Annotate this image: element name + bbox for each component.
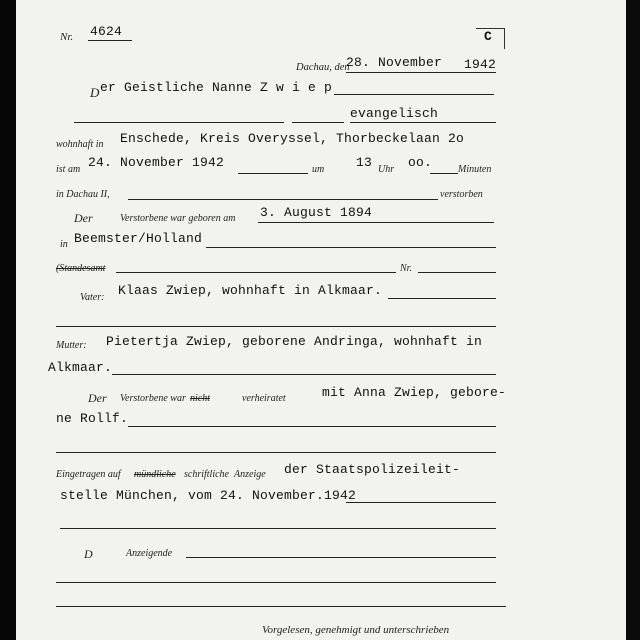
- entered-label: Eingetragen auf: [56, 469, 121, 480]
- father-line-2: [56, 326, 496, 327]
- standesamt-label: (Standesamt: [56, 263, 106, 274]
- minuten-label: Minuten: [458, 164, 492, 175]
- death-date-line: [238, 173, 308, 174]
- deceased-title-name: er Geistliche Nanne Z w i e p: [100, 80, 333, 95]
- spouse-line: [128, 426, 496, 427]
- spouse-prefix: Der: [88, 391, 107, 405]
- informant-line: [186, 557, 496, 558]
- entered-authority: der Staatspolizeileit-: [284, 462, 461, 477]
- record-year: 1942: [464, 57, 497, 72]
- residence: Enschede, Kreis Overyssel, Thorbeckelaan 2o: [120, 131, 465, 146]
- mother-line: [112, 374, 496, 375]
- residence-label: wohnhaft in: [56, 139, 104, 150]
- standesamt-nr-line: [418, 272, 496, 273]
- spouse-label: Verstorbene war: [120, 393, 186, 404]
- entered-line: [346, 502, 496, 503]
- died-on-label: ist am: [56, 164, 81, 175]
- nr-label: Nr.: [60, 31, 74, 43]
- informant-line-3: [56, 606, 506, 607]
- line6-prefix: Der: [74, 211, 93, 225]
- birth-place: Beemster/Holland: [74, 231, 203, 246]
- death-minutes: oo.: [408, 155, 433, 170]
- mother: Pietertja Zwiep, geborene Andringa, wohnhaft in: [106, 334, 483, 349]
- record-date: 28. November: [346, 55, 443, 70]
- spouse: mit Anna Zwiep, gebore-: [322, 385, 507, 400]
- entered-struck: mündliche: [134, 469, 176, 480]
- father: Klaas Zwiep, wohnhaft in Alkmaar.: [118, 283, 383, 298]
- religion: evangelisch: [350, 106, 439, 121]
- death-hour: 13: [356, 155, 373, 170]
- informant-line-2: [56, 582, 496, 583]
- birth-date-line: [258, 222, 494, 223]
- death-place-label: in Dachau II,: [56, 189, 110, 200]
- line2-rule-b: [292, 122, 344, 123]
- born-on-label: Verstorbene war geboren am: [120, 213, 236, 224]
- line1-prefix: D: [90, 85, 100, 100]
- line1-rule: [334, 94, 494, 95]
- date-line: [346, 72, 496, 73]
- birth-place-prefix: in: [60, 239, 68, 250]
- mother-cont: Alkmaar.: [48, 360, 113, 375]
- entered-line-2: [60, 528, 496, 529]
- mother-label: Mutter:: [56, 340, 87, 351]
- informant-prefix: D: [84, 547, 93, 561]
- father-label: Vater:: [80, 292, 105, 303]
- line2-rule-c: [350, 122, 496, 123]
- spouse-struck: nicht: [190, 393, 210, 404]
- line2-rule-a: [74, 122, 284, 123]
- verstorben-label: verstorben: [440, 189, 483, 200]
- box-mark: C: [484, 29, 493, 44]
- scan-left-edge: [0, 0, 16, 640]
- um-label: um: [312, 164, 325, 175]
- spouse-cont: ne Rollf.: [56, 411, 129, 426]
- footer-note: Vorgelesen, genehmigt und unterschrieben: [262, 624, 450, 636]
- spouse-line-2: [56, 452, 496, 453]
- register-number-line: [88, 40, 132, 41]
- death-place-line: [128, 199, 438, 200]
- birth-place-line: [206, 247, 496, 248]
- entered-authority-cont: stelle München, vom 24. November.1942: [60, 488, 357, 503]
- place-date-prefix: Dachau, den: [296, 62, 350, 73]
- informant-label: Anzeigende: [126, 548, 173, 559]
- minutes-line: [430, 173, 458, 174]
- death-register-page: [16, 0, 626, 640]
- entered-notice: Anzeige: [234, 469, 266, 480]
- married-label: verheiratet: [242, 393, 286, 404]
- death-date: 24. November 1942: [88, 155, 225, 170]
- uhr-label: Uhr: [378, 164, 395, 175]
- standesamt-nr-label: Nr.: [400, 263, 412, 274]
- father-line: [388, 298, 496, 299]
- birth-date: 3. August 1894: [260, 205, 373, 220]
- standesamt-line: [116, 272, 396, 273]
- register-number: 4624: [90, 24, 123, 39]
- entered-written: schriftliche: [184, 469, 229, 480]
